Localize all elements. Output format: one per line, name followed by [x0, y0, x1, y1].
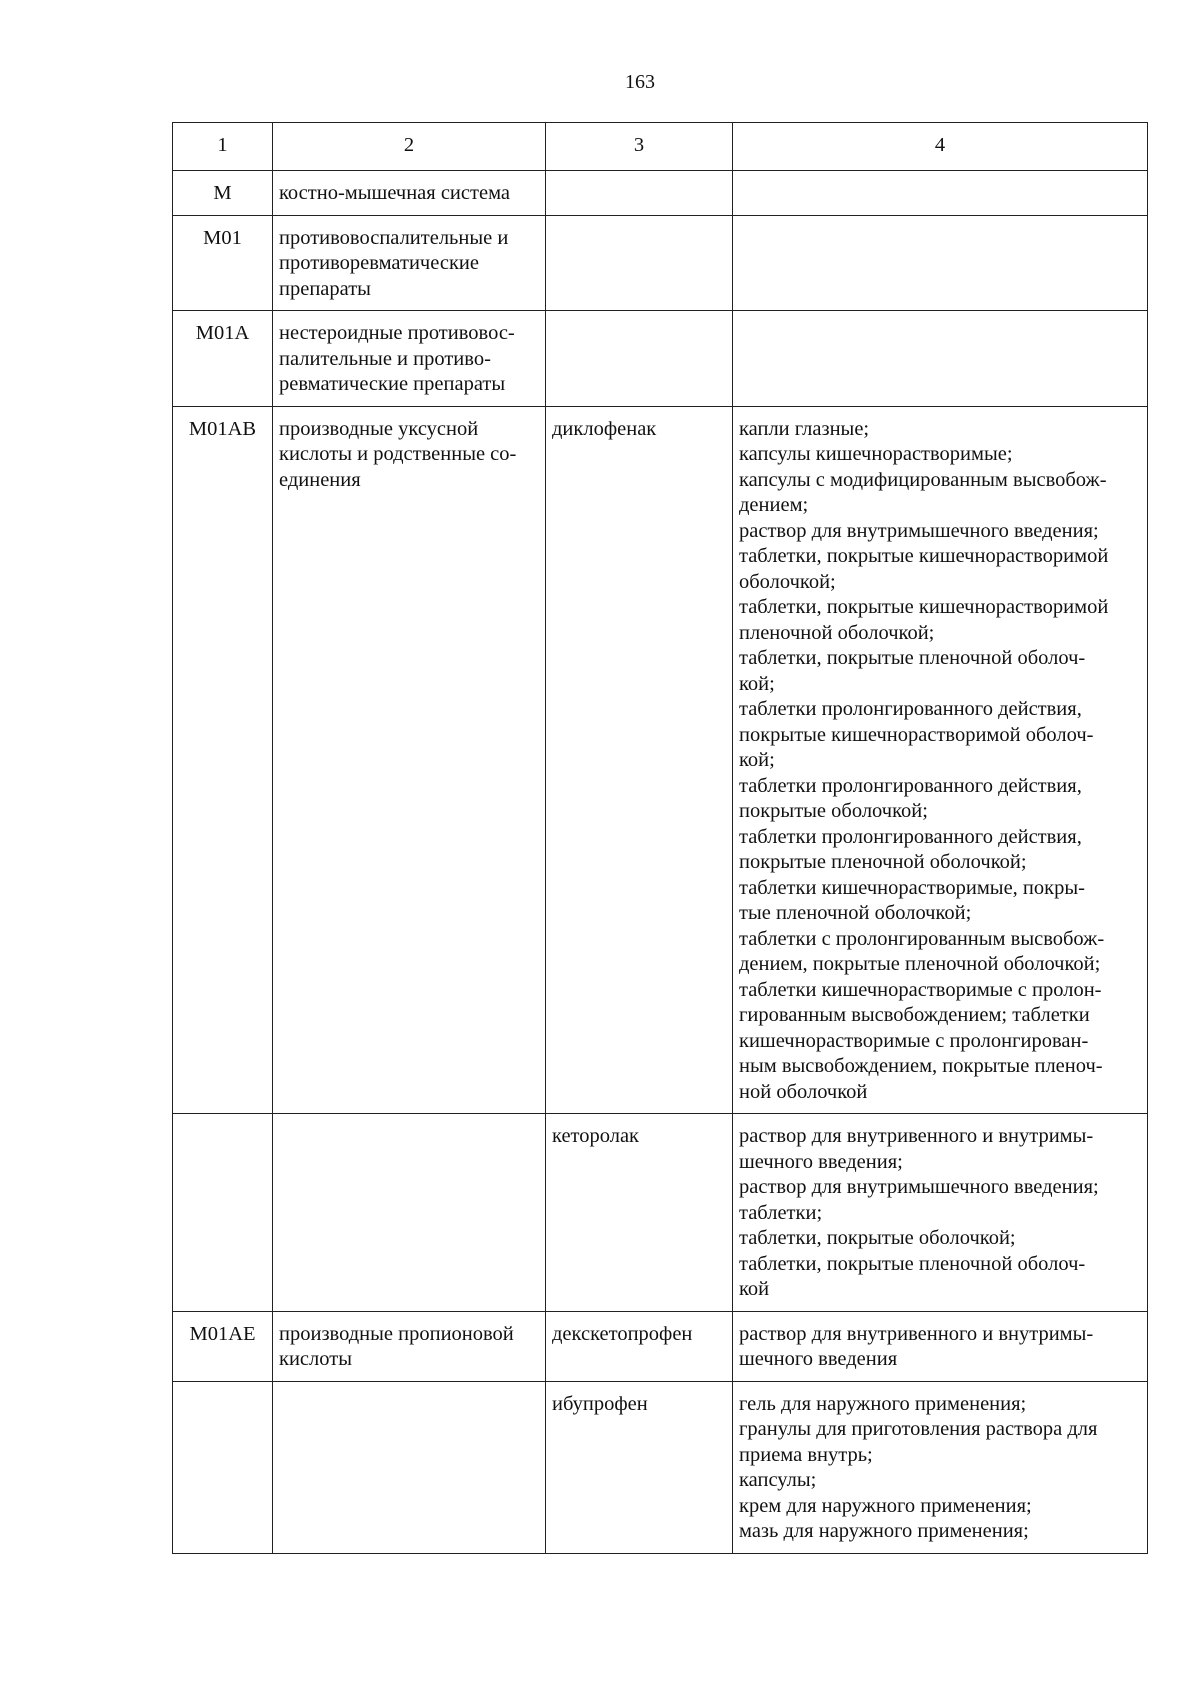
dosage-form-line: таблетки кишечнорастворимые с пролон- [739, 978, 1102, 1001]
dosage-form-line: тые пленочной оболочкой; [739, 902, 972, 924]
dosage-form-line: гированным высвобождением; таблетки [739, 1004, 1090, 1026]
atc-code-cell: M01A [173, 311, 273, 407]
dosage-form-line: приема внутрь; [739, 1443, 873, 1466]
atc-code-cell: M01AB [173, 406, 273, 1114]
dosage-forms-cell [733, 406, 1148, 1114]
dosage-forms-cell [733, 1381, 1148, 1553]
dosage-form-line: таблетки, покрытые кишечнорастворимой [739, 596, 1109, 618]
table-header-row [173, 123, 1148, 171]
dosage-form-line: кой; [739, 672, 775, 695]
dosage-form-line: дением; [739, 494, 809, 516]
group-line: кислоты [279, 1348, 352, 1370]
header-cell-1: 1 [173, 123, 273, 171]
table-row [173, 215, 1148, 311]
drug-name-cell: ибупрофен [546, 1381, 733, 1553]
table-row [173, 1311, 1148, 1381]
group-line: противоревматические [279, 252, 479, 274]
header-cell-3: 3 [546, 123, 733, 171]
anatomical-group-cell [273, 311, 546, 407]
table-row [173, 171, 1148, 216]
dosage-form-line: кой [739, 1278, 770, 1300]
atc-code-cell [173, 1114, 273, 1312]
dosage-form-line: раствор для внутримышечного введения; [739, 519, 1099, 542]
drug-name-cell [546, 311, 733, 407]
atc-code-cell [173, 1381, 273, 1553]
dosage-form-line: оболочкой; [739, 570, 836, 593]
dosage-form-line: шечного введения [739, 1348, 898, 1370]
anatomical-group-cell [273, 1311, 546, 1381]
group-line: противовоспалительные и [279, 226, 509, 249]
table-body [173, 171, 1148, 1554]
group-line: палительные и противо- [279, 347, 491, 370]
dosage-form-line: таблетки кишечнорастворимые, покры- [739, 876, 1085, 899]
anatomical-group-cell [273, 171, 546, 216]
drug-name-cell [546, 215, 733, 311]
dosage-form-line: крем для наружного применения; [739, 1494, 1032, 1517]
table-row [173, 1114, 1148, 1312]
dosage-form-line: покрытые оболочкой; [739, 800, 928, 822]
dosage-form-line: шечного введения; [739, 1150, 903, 1173]
dosage-forms-cell [733, 1114, 1148, 1312]
dosage-form-line: таблетки, покрытые кишечнорастворимой [739, 545, 1109, 567]
dosage-form-line: раствор для внутривенного и внутримы- [739, 1125, 1094, 1147]
anatomical-group-cell [273, 1114, 546, 1312]
table-row [173, 1381, 1148, 1553]
dosage-forms-cell [733, 171, 1148, 216]
group-line: препараты [279, 277, 371, 300]
dosage-form-line: капли глазные; [739, 417, 870, 440]
atc-code-cell: M01AE [173, 1311, 273, 1381]
header-cell-2: 2 [273, 123, 546, 171]
group-line: ревматические препараты [279, 373, 506, 395]
anatomical-group-cell [273, 215, 546, 311]
dosage-form-line: таблетки пролонгированного действия, [739, 698, 1082, 720]
anatomical-group-cell [273, 1381, 546, 1553]
dosage-forms-cell [733, 311, 1148, 407]
drug-name-cell [546, 171, 733, 216]
group-line: единения [279, 468, 361, 491]
group-line: производные пропионовой [279, 1322, 514, 1345]
dosage-form-line: таблетки, покрытые оболочкой; [739, 1227, 1016, 1249]
dosage-form-line: капсулы кишечнорастворимые; [739, 443, 1013, 465]
dosage-form-line: дением, покрытые пленочной оболочкой; [739, 953, 1101, 975]
dosage-form-line: раствор для внутривенного и внутримы- [739, 1322, 1094, 1345]
dosage-form-line: покрытые пленочной оболочкой; [739, 851, 1027, 873]
dosage-form-line: таблетки; [739, 1201, 823, 1224]
dosage-form-line: гель для наружного применения; [739, 1392, 1027, 1415]
drug-name-cell: декскетопрофен [546, 1311, 733, 1381]
dosage-form-line: кой; [739, 749, 775, 771]
page-number: 163 [625, 71, 655, 93]
dosage-form-line: гранулы для приготовления раствора для [739, 1418, 1098, 1440]
group-line: производные уксусной [279, 417, 479, 440]
dosage-form-line: таблетки пролонгированного действия, [739, 825, 1082, 848]
header-cell-4: 4 [733, 123, 1148, 171]
table-row [173, 311, 1148, 407]
anatomical-group-cell [273, 406, 546, 1114]
dosage-form-line: кишечнорастворимые с пролонгирован- [739, 1029, 1089, 1052]
dosage-form-line: таблетки пролонгированного действия, [739, 774, 1082, 797]
dosage-form-line: таблетки с пролонгированным высвобож- [739, 927, 1105, 950]
atc-code-cell: M01 [173, 215, 273, 311]
dosage-form-line: ной оболочкой [739, 1080, 868, 1103]
dosage-form-line: капсулы; [739, 1469, 817, 1491]
dosage-form-line: таблетки, покрытые пленочной оболоч- [739, 647, 1086, 669]
group-line: кислоты и родственные со- [279, 443, 517, 465]
dosage-form-line: пленочной оболочкой; [739, 621, 935, 644]
dosage-form-line: таблетки, покрытые пленочной оболоч- [739, 1252, 1086, 1275]
drug-table [172, 122, 1148, 1554]
drug-name-cell: кеторолак [546, 1114, 733, 1312]
dosage-forms-cell [733, 1311, 1148, 1381]
dosage-form-line: ным высвобождением, покрытые пленоч- [739, 1055, 1103, 1077]
table-row [173, 406, 1148, 1114]
dosage-form-line: покрытые кишечнорастворимой оболоч- [739, 723, 1094, 746]
group-line: костно-мышечная система [279, 182, 510, 204]
dosage-form-line: раствор для внутримышечного введения; [739, 1176, 1099, 1198]
dosage-form-line: капсулы с модифицированным высвобож- [739, 468, 1107, 491]
drug-name-cell: диклофенак [546, 406, 733, 1114]
atc-code-cell: M [173, 171, 273, 216]
group-line: нестероидные противовос- [279, 322, 515, 344]
dosage-form-line: мазь для наружного применения; [739, 1520, 1029, 1542]
dosage-forms-cell [733, 215, 1148, 311]
